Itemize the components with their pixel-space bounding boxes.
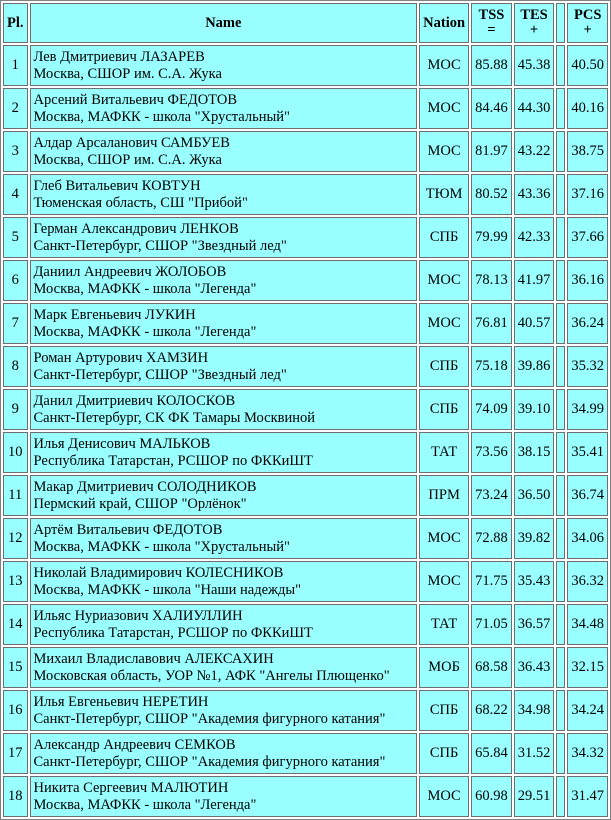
spacer-cell	[556, 647, 565, 688]
tes-cell: 35.43	[514, 561, 555, 602]
pcs-cell: 34.48	[567, 604, 608, 645]
header-nation: Nation	[419, 3, 469, 43]
spacer-cell	[556, 518, 565, 559]
place-cell: 5	[3, 217, 28, 258]
table-row	[3, 561, 608, 602]
tss-cell: 65.84	[471, 733, 512, 774]
spacer-cell	[556, 217, 565, 258]
tes-cell: 36.50	[514, 475, 555, 516]
tes-cell: 42.33	[514, 217, 555, 258]
skater-club: Московская область, УОР №1, АФК "Ангелы Плющенко"	[33, 667, 390, 684]
tss-cell: 76.81	[471, 303, 512, 344]
tss-cell: 73.24	[471, 475, 512, 516]
tes-cell: 43.36	[514, 174, 555, 215]
pcs-cell: 40.16	[567, 88, 608, 129]
header-place: Pl.	[3, 3, 28, 43]
skater-cell	[30, 303, 418, 344]
header-tss-label: TSS	[478, 7, 505, 23]
header-tes-label: TES	[520, 7, 548, 23]
nation-cell: МОС	[419, 260, 469, 301]
nation-cell: ТАТ	[419, 432, 469, 473]
place-cell: 9	[3, 389, 28, 430]
skater-name: Ильяс Нуриазович ХАЛИУЛЛИН	[33, 607, 243, 624]
skater-cell	[30, 561, 418, 602]
header-pcs-label: PCS	[573, 7, 602, 23]
tss-cell: 75.18	[471, 346, 512, 387]
nation-cell: ТАТ	[419, 604, 469, 645]
header-tes	[514, 3, 555, 43]
table-row	[3, 518, 608, 559]
place-cell: 13	[3, 561, 28, 602]
skater-club: Москва, МАФКК - школа "Легенда"	[33, 280, 257, 297]
tes-cell: 39.82	[514, 518, 555, 559]
skater-cell	[30, 647, 418, 688]
header-pcs-sign: +	[583, 22, 592, 38]
skater-name: Алдар Арсаланович САМБУЕВ	[33, 134, 230, 151]
nation-cell: МОС	[419, 88, 469, 129]
table-row	[3, 432, 608, 473]
spacer-cell	[556, 45, 565, 86]
tes-cell: 45.38	[514, 45, 555, 86]
pcs-cell: 36.32	[567, 561, 608, 602]
skater-club: Санкт-Петербург, СШОР "Академия фигурного катания"	[33, 753, 386, 770]
place-cell: 10	[3, 432, 28, 473]
header-pcs	[567, 3, 608, 43]
spacer-cell	[556, 303, 565, 344]
skater-club: Санкт-Петербург, СШОР "Звездный лед"	[33, 366, 287, 383]
nation-cell: МОС	[419, 131, 469, 172]
spacer-cell	[556, 690, 565, 731]
skater-cell	[30, 733, 418, 774]
table-row	[3, 174, 608, 215]
spacer-cell	[556, 88, 565, 129]
table-row	[3, 776, 608, 817]
nation-cell: МОС	[419, 518, 469, 559]
spacer-cell	[556, 174, 565, 215]
spacer-cell	[556, 475, 565, 516]
place-cell: 16	[3, 690, 28, 731]
pcs-cell: 36.74	[567, 475, 608, 516]
pcs-cell: 36.16	[567, 260, 608, 301]
table-row	[3, 647, 608, 688]
skater-name: Александр Андреевич СЕМКОВ	[33, 736, 236, 753]
table-row	[3, 690, 608, 731]
pcs-cell: 37.66	[567, 217, 608, 258]
skater-club: Санкт-Петербург, СШОР "Звездный лед"	[33, 237, 287, 254]
place-cell: 15	[3, 647, 28, 688]
skater-club: Москва, МАФКК - школа "Легенда"	[33, 796, 257, 813]
spacer-cell	[556, 733, 565, 774]
tss-cell: 73.56	[471, 432, 512, 473]
skater-club: Москва, МАФКК - школа "Хрустальный"	[33, 108, 290, 125]
pcs-cell: 31.47	[567, 776, 608, 817]
tes-cell: 39.86	[514, 346, 555, 387]
skater-name: Глеб Витальевич КОВТУН	[33, 177, 201, 194]
place-cell: 3	[3, 131, 28, 172]
skater-club: Москва, МАФКК - школа "Легенда"	[33, 323, 257, 340]
skater-club: Москва, СШОР им. С.А. Жука	[33, 151, 222, 168]
pcs-cell: 35.32	[567, 346, 608, 387]
tes-cell: 44.30	[514, 88, 555, 129]
skater-cell	[30, 217, 418, 258]
nation-cell: ПРМ	[419, 475, 469, 516]
skater-cell	[30, 432, 418, 473]
nation-cell: МОС	[419, 561, 469, 602]
skater-name: Даниил Андреевич ЖОЛОБОВ	[33, 263, 227, 280]
header-row	[3, 3, 608, 43]
skater-cell	[30, 690, 418, 731]
place-cell: 11	[3, 475, 28, 516]
table-row	[3, 389, 608, 430]
skater-cell	[30, 518, 418, 559]
tes-cell: 34.98	[514, 690, 555, 731]
skater-cell	[30, 389, 418, 430]
tes-cell: 39.10	[514, 389, 555, 430]
table-row	[3, 260, 608, 301]
table-row	[3, 475, 608, 516]
tes-cell: 41.97	[514, 260, 555, 301]
skater-name: Роман Артурович ХАМЗИН	[33, 349, 209, 366]
header-tss-sign: =	[487, 22, 496, 38]
skater-name: Макар Дмитриевич СОЛОДНИКОВ	[33, 478, 257, 495]
table-row	[3, 604, 608, 645]
tss-cell: 72.88	[471, 518, 512, 559]
spacer-cell	[556, 432, 565, 473]
table-row	[3, 88, 608, 129]
pcs-cell: 40.50	[567, 45, 608, 86]
skater-cell	[30, 776, 418, 817]
pcs-cell: 38.75	[567, 131, 608, 172]
skater-cell	[30, 131, 418, 172]
tss-cell: 84.46	[471, 88, 512, 129]
tes-cell: 29.51	[514, 776, 555, 817]
skater-name: Марк Евгеньевич ЛУКИН	[33, 306, 196, 323]
pcs-cell: 36.24	[567, 303, 608, 344]
place-cell: 8	[3, 346, 28, 387]
header-spacer	[556, 3, 565, 43]
spacer-cell	[556, 260, 565, 301]
skater-cell	[30, 346, 418, 387]
nation-cell: МОБ	[419, 647, 469, 688]
table-row	[3, 45, 608, 86]
tss-cell: 68.58	[471, 647, 512, 688]
tes-cell: 40.57	[514, 303, 555, 344]
place-cell: 18	[3, 776, 28, 817]
nation-cell: СПБ	[419, 217, 469, 258]
nation-cell: ТЮМ	[419, 174, 469, 215]
pcs-cell: 34.06	[567, 518, 608, 559]
tss-cell: 71.05	[471, 604, 512, 645]
table-row	[3, 131, 608, 172]
tss-cell: 85.88	[471, 45, 512, 86]
header-name: Name	[30, 3, 418, 43]
skater-name: Данил Дмитриевич КОЛОСКОВ	[33, 392, 236, 409]
skater-club: Республика Татарстан, РСШОР по ФККиШТ	[33, 624, 313, 641]
tss-cell: 78.13	[471, 260, 512, 301]
skater-club: Москва, СШОР им. С.А. Жука	[33, 65, 222, 82]
nation-cell: СПБ	[419, 346, 469, 387]
skater-name: Михаил Владиславович АЛЕКСАХИН	[33, 650, 274, 667]
place-cell: 6	[3, 260, 28, 301]
nation-cell: СПБ	[419, 389, 469, 430]
skater-name: Герман Александрович ЛЕНКОВ	[33, 220, 239, 237]
pcs-cell: 34.32	[567, 733, 608, 774]
skater-name: Никита Сергеевич МАЛЮТИН	[33, 779, 229, 796]
table-row	[3, 346, 608, 387]
spacer-cell	[556, 131, 565, 172]
spacer-cell	[556, 346, 565, 387]
skater-name: Артём Витальевич ФЕДОТОВ	[33, 521, 223, 538]
spacer-cell	[556, 776, 565, 817]
pcs-cell: 34.24	[567, 690, 608, 731]
spacer-cell	[556, 604, 565, 645]
table-row	[3, 303, 608, 344]
skater-cell	[30, 604, 418, 645]
skater-name: Илья Евгеньевич НЕРЕТИН	[33, 693, 209, 710]
skater-cell	[30, 88, 418, 129]
tss-cell: 74.09	[471, 389, 512, 430]
nation-cell: СПБ	[419, 690, 469, 731]
pcs-cell: 32.15	[567, 647, 608, 688]
pcs-cell: 35.41	[567, 432, 608, 473]
header-tes-sign: +	[529, 22, 539, 38]
table-row	[3, 733, 608, 774]
tes-cell: 38.15	[514, 432, 555, 473]
nation-cell: МОС	[419, 45, 469, 86]
skater-club: Санкт-Петербург, СШОР "Академия фигурного катания"	[33, 710, 386, 727]
tss-cell: 79.99	[471, 217, 512, 258]
skater-cell	[30, 260, 418, 301]
place-cell: 7	[3, 303, 28, 344]
pcs-cell: 34.99	[567, 389, 608, 430]
skater-name: Лев Дмитриевич ЛАЗАРЕВ	[33, 48, 205, 65]
skater-name: Николай Владимирович КОЛЕСНИКОВ	[33, 564, 284, 581]
skater-cell	[30, 45, 418, 86]
pcs-cell: 37.16	[567, 174, 608, 215]
nation-cell: МОС	[419, 776, 469, 817]
place-cell: 17	[3, 733, 28, 774]
skater-cell	[30, 174, 418, 215]
skater-club: Пермский край, СШОР "Орлёнок"	[33, 495, 247, 512]
nation-cell: МОС	[419, 303, 469, 344]
skater-club: Москва, МАФКК - школа "Наши надежды"	[33, 581, 302, 598]
tss-cell: 80.52	[471, 174, 512, 215]
skater-name: Илья Денисович МАЛЬКОВ	[33, 435, 211, 452]
skater-name: Арсений Витальевич ФЕДОТОВ	[33, 91, 237, 108]
tes-cell: 36.43	[514, 647, 555, 688]
place-cell: 4	[3, 174, 28, 215]
spacer-cell	[556, 389, 565, 430]
tes-cell: 36.57	[514, 604, 555, 645]
tss-cell: 68.22	[471, 690, 512, 731]
tes-cell: 31.52	[514, 733, 555, 774]
place-cell: 2	[3, 88, 28, 129]
skater-cell	[30, 475, 418, 516]
skater-club: Республика Татарстан, РСШОР по ФККиШТ	[33, 452, 313, 469]
skater-club: Санкт-Петербург, СК ФК Тамары Москвиной	[33, 409, 315, 426]
spacer-cell	[556, 561, 565, 602]
tss-cell: 60.98	[471, 776, 512, 817]
results-body	[3, 45, 608, 817]
place-cell: 14	[3, 604, 28, 645]
header-tss	[471, 3, 512, 43]
tss-cell: 71.75	[471, 561, 512, 602]
place-cell: 12	[3, 518, 28, 559]
skater-club: Москва, МАФКК - школа "Хрустальный"	[33, 538, 290, 555]
tss-cell: 81.97	[471, 131, 512, 172]
nation-cell: СПБ	[419, 733, 469, 774]
tes-cell: 43.22	[514, 131, 555, 172]
place-cell: 1	[3, 45, 28, 86]
table-row	[3, 217, 608, 258]
skater-club: Тюменская область, СШ "Прибой"	[33, 194, 248, 211]
